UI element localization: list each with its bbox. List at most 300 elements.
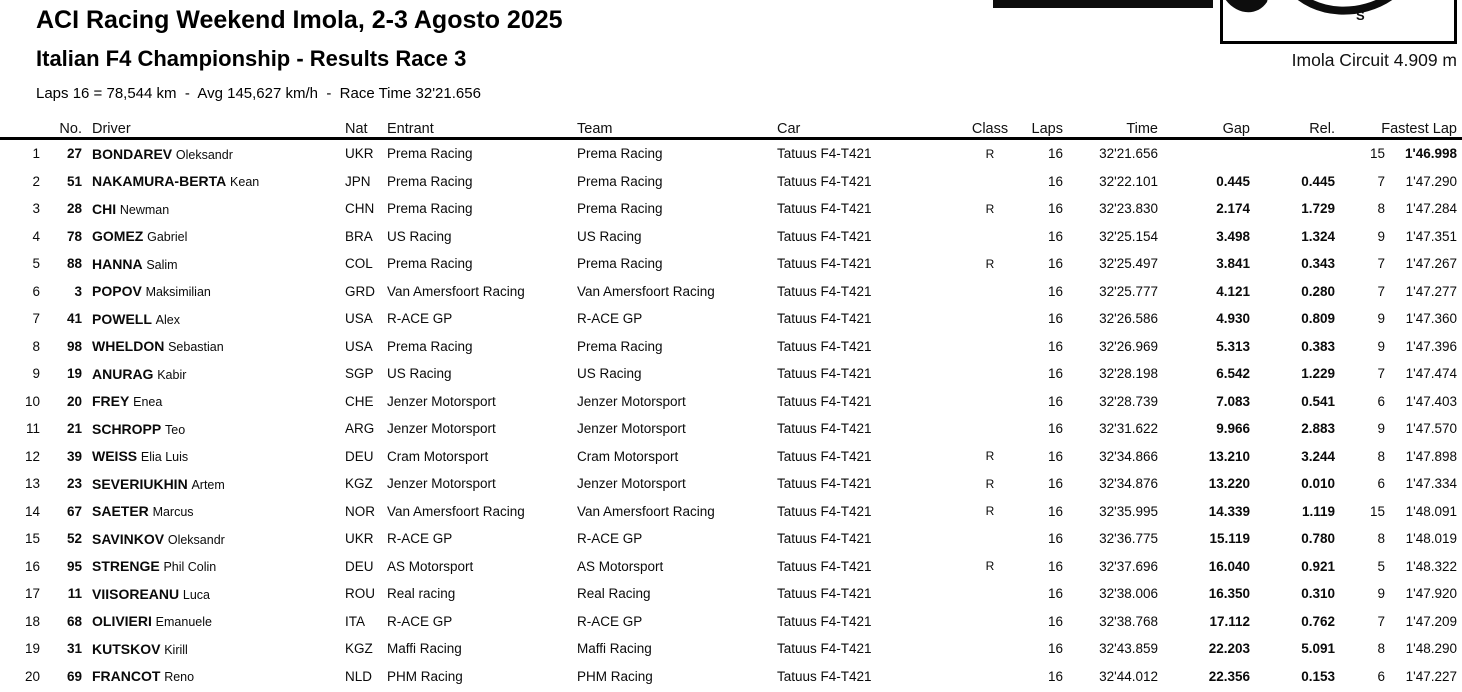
gap-cell: 22.203 <box>1208 641 1250 657</box>
car-number-cell: 95 <box>66 558 82 574</box>
driver-firstname: Oleksandr <box>175 147 233 162</box>
table-row <box>0 553 1462 581</box>
fastest-lap-time-cell: 1'46.998 <box>1404 146 1457 162</box>
car-number-cell: 67 <box>66 503 82 519</box>
team-cell: PHM Racing <box>577 668 653 684</box>
entrant-cell: US Racing <box>387 366 452 382</box>
circuit-map-icon <box>1223 0 1454 41</box>
entrant-cell: R-ACE GP <box>387 311 453 327</box>
car-cell: Tatuus F4-T421 <box>777 338 872 354</box>
fastest-lap-time-cell: 1'47.334 <box>1405 476 1457 492</box>
position-cell: 13 <box>24 476 40 492</box>
position-cell: 15 <box>24 531 40 547</box>
rel-cell: 0.343 <box>1301 256 1335 272</box>
entrant-cell: Jenzer Motorsport <box>387 421 496 437</box>
fastest-lap-time-cell: 1'47.351 <box>1405 228 1457 244</box>
car-cell: Tatuus F4-T421 <box>777 476 872 492</box>
laps-cell: 16 <box>1047 173 1063 189</box>
gap-cell: 3.841 <box>1216 256 1250 272</box>
team-cell: R-ACE GP <box>577 311 643 327</box>
car-number-cell: 28 <box>66 201 82 217</box>
table-row <box>0 635 1462 663</box>
car-cell: Tatuus F4-T421 <box>777 146 872 162</box>
table-row <box>0 663 1462 691</box>
col-header-laps: Laps <box>1031 121 1063 137</box>
driver-firstname: Kabir <box>157 367 187 382</box>
driver-surname: NAKAMURA-BERTA <box>92 173 227 190</box>
driver-surname: BONDAREV <box>92 145 173 162</box>
table-row <box>0 305 1462 333</box>
nationality-cell: USA <box>345 338 373 354</box>
fastest-lap-number-cell: 7 <box>1377 283 1385 299</box>
circuit-start-marker: S <box>1356 8 1365 23</box>
time-cell: 32'35.995 <box>1099 503 1158 519</box>
rel-cell: 1.729 <box>1301 201 1335 217</box>
fastest-lap-time-cell: 1'47.290 <box>1405 173 1457 189</box>
team-cell: R-ACE GP <box>577 531 643 547</box>
driver-surname: ANURAG <box>92 365 154 382</box>
laps-cell: 16 <box>1047 146 1063 162</box>
driver-firstname: Enea <box>133 395 163 410</box>
nationality-cell: ITA <box>345 613 365 629</box>
gap-cell: 15.119 <box>1209 531 1250 547</box>
car-number-cell: 27 <box>66 146 82 162</box>
rel-cell: 5.091 <box>1301 641 1335 657</box>
position-cell: 6 <box>32 283 40 299</box>
table-header-row <box>0 114 1462 140</box>
fastest-lap-number-cell: 7 <box>1377 366 1385 382</box>
car-number-cell: 39 <box>66 448 82 464</box>
driver-surname: POPOV <box>92 283 142 300</box>
nationality-cell: COL <box>345 256 373 272</box>
nationality-cell: UKR <box>345 531 374 547</box>
fastest-lap-time-cell: 1'47.284 <box>1405 201 1457 217</box>
nationality-cell: KGZ <box>345 641 373 657</box>
time-cell: 32'38.768 <box>1099 613 1158 629</box>
entrant-cell: PHM Racing <box>387 668 463 684</box>
entrant-cell: Cram Motorsport <box>387 448 489 464</box>
car-cell: Tatuus F4-T421 <box>777 283 872 299</box>
car-number-cell: 31 <box>66 641 82 657</box>
position-cell: 8 <box>32 338 40 354</box>
team-cell: Prema Racing <box>577 338 663 354</box>
driver-cell <box>82 668 345 684</box>
car-number-cell: 23 <box>66 476 82 492</box>
driver-firstname: Kirill <box>164 642 188 657</box>
fastest-lap-number-cell: 7 <box>1377 256 1385 272</box>
fastest-lap-time-cell: 1'47.898 <box>1405 448 1457 464</box>
position-cell: 1 <box>32 146 40 162</box>
gap-cell: 6.542 <box>1216 366 1250 382</box>
laps-cell: 16 <box>1047 476 1063 492</box>
table-row <box>0 415 1462 443</box>
driver-surname: OLIVIERI <box>92 613 152 630</box>
fastest-lap-time-cell: 1'47.570 <box>1405 421 1457 437</box>
gap-cell: 14.339 <box>1208 503 1250 519</box>
nationality-cell: BRA <box>345 228 373 244</box>
car-number-cell: 51 <box>66 173 82 189</box>
car-number-cell: 41 <box>66 311 82 327</box>
driver-cell <box>82 393 345 409</box>
fastest-lap-number-cell: 15 <box>1369 146 1385 162</box>
position-cell: 9 <box>32 366 40 382</box>
circuit-caption: Imola Circuit 4.909 m <box>1291 50 1457 70</box>
car-cell: Tatuus F4-T421 <box>777 311 872 327</box>
table-row <box>0 525 1462 553</box>
rel-cell: 3.244 <box>1301 448 1335 464</box>
laps-cell: 16 <box>1047 256 1063 272</box>
circuit-map-thumbnail <box>1220 0 1457 44</box>
table-row <box>0 470 1462 498</box>
driver-cell <box>82 366 345 382</box>
time-cell: 32'37.696 <box>1099 558 1158 574</box>
driver-cell <box>82 338 345 354</box>
nationality-cell: ROU <box>345 586 375 602</box>
time-cell: 32'43.859 <box>1099 641 1158 657</box>
col-header-entrant: Entrant <box>387 121 434 137</box>
driver-cell <box>82 146 345 162</box>
gap-cell: 0.445 <box>1216 173 1250 189</box>
fastest-lap-number-cell: 9 <box>1377 311 1385 327</box>
laps-cell: 16 <box>1047 668 1063 684</box>
rel-cell: 0.010 <box>1301 476 1335 492</box>
position-cell: 7 <box>32 311 40 327</box>
time-cell: 32'26.586 <box>1099 311 1158 327</box>
team-cell: Prema Racing <box>577 146 663 162</box>
car-cell: Tatuus F4-T421 <box>777 531 872 547</box>
entrant-cell: Jenzer Motorsport <box>387 476 496 492</box>
car-cell: Tatuus F4-T421 <box>777 173 872 189</box>
driver-cell <box>82 586 345 602</box>
rel-cell: 2.883 <box>1301 421 1335 437</box>
car-cell: Tatuus F4-T421 <box>777 503 872 519</box>
fastest-lap-number-cell: 7 <box>1377 173 1385 189</box>
car-cell: Tatuus F4-T421 <box>777 668 872 684</box>
entrant-cell: US Racing <box>387 228 452 244</box>
car-cell: Tatuus F4-T421 <box>777 448 872 464</box>
driver-surname: CHI <box>92 200 117 217</box>
driver-cell <box>82 311 345 327</box>
time-cell: 32'21.656 <box>1099 146 1158 162</box>
position-cell: 16 <box>24 558 40 574</box>
driver-cell <box>82 448 345 464</box>
fastest-lap-number-cell: 6 <box>1377 393 1385 409</box>
nationality-cell: JPN <box>345 173 371 189</box>
time-cell: 32'25.777 <box>1099 283 1158 299</box>
entrant-cell: Prema Racing <box>387 146 473 162</box>
page-subtitle: Italian F4 Championship - Results Race 3 <box>36 46 467 71</box>
fastest-lap-number-cell: 9 <box>1377 421 1385 437</box>
time-cell: 32'26.969 <box>1099 338 1158 354</box>
team-cell: Real Racing <box>577 586 651 602</box>
car-number-cell: 69 <box>66 668 82 684</box>
driver-cell <box>82 641 345 657</box>
driver-cell <box>82 201 345 217</box>
fastest-lap-time-cell: 1'48.290 <box>1405 641 1457 657</box>
gap-cell: 16.040 <box>1208 558 1250 574</box>
fastest-lap-time-cell: 1'47.267 <box>1405 256 1457 272</box>
nationality-cell: KGZ <box>345 476 373 492</box>
car-number-cell: 88 <box>66 256 82 272</box>
fastest-lap-time-cell: 1'47.403 <box>1405 393 1457 409</box>
class-cell: R <box>985 504 995 519</box>
fastest-lap-number-cell: 8 <box>1377 448 1385 464</box>
team-cell: R-ACE GP <box>577 613 643 629</box>
laps-cell: 16 <box>1047 613 1063 629</box>
position-cell: 20 <box>24 668 40 684</box>
table-row <box>0 250 1462 278</box>
time-cell: 32'25.497 <box>1099 256 1158 272</box>
driver-firstname: Maksimilian <box>145 285 211 300</box>
laps-cell: 16 <box>1047 448 1063 464</box>
fastest-lap-number-cell: 9 <box>1377 338 1385 354</box>
nationality-cell: ARG <box>345 421 375 437</box>
driver-firstname: Kean <box>230 175 260 190</box>
position-cell: 14 <box>24 503 40 519</box>
entrant-cell: Jenzer Motorsport <box>387 393 496 409</box>
team-cell: Prema Racing <box>577 256 663 272</box>
fastest-lap-number-cell: 8 <box>1377 641 1385 657</box>
car-cell: Tatuus F4-T421 <box>777 613 872 629</box>
driver-surname: FRANCOT <box>92 668 161 685</box>
gap-cell: 13.210 <box>1208 448 1250 464</box>
fastest-lap-number-cell: 15 <box>1369 503 1385 519</box>
rel-cell: 1.324 <box>1301 228 1335 244</box>
laps-cell: 16 <box>1047 228 1063 244</box>
entrant-cell: R-ACE GP <box>387 531 453 547</box>
fastest-lap-number-cell: 5 <box>1377 558 1385 574</box>
fastest-lap-time-cell: 1'47.227 <box>1405 668 1457 684</box>
driver-firstname: Artem <box>191 477 225 492</box>
driver-firstname: Emanuele <box>155 615 212 630</box>
rel-cell: 0.921 <box>1301 558 1335 574</box>
time-cell: 32'25.154 <box>1099 228 1158 244</box>
time-cell: 32'22.101 <box>1099 173 1158 189</box>
gap-cell: 7.083 <box>1216 393 1250 409</box>
entrant-cell: Prema Racing <box>387 173 473 189</box>
position-cell: 11 <box>25 421 40 437</box>
time-cell: 32'36.775 <box>1099 531 1158 547</box>
nationality-cell: DEU <box>345 558 374 574</box>
position-cell: 4 <box>32 228 40 244</box>
position-cell: 10 <box>24 393 40 409</box>
nationality-cell: SGP <box>345 366 374 382</box>
gap-cell: 22.356 <box>1208 668 1250 684</box>
nationality-cell: NLD <box>345 668 373 684</box>
nationality-cell: GRD <box>345 283 375 299</box>
car-number-cell: 68 <box>66 613 82 629</box>
laps-cell: 16 <box>1047 558 1063 574</box>
driver-cell <box>82 613 345 629</box>
driver-surname: GOMEZ <box>92 228 144 245</box>
driver-surname: VIISOREANU <box>92 585 180 602</box>
car-cell: Tatuus F4-T421 <box>777 421 872 437</box>
car-number-cell: 11 <box>67 586 82 602</box>
fastest-lap-number-cell: 9 <box>1377 586 1385 602</box>
driver-firstname: Phil Colin <box>163 560 217 575</box>
driver-surname: WHELDON <box>92 338 165 355</box>
driver-surname: STRENGE <box>92 558 160 575</box>
col-header-driver: Driver <box>92 121 131 137</box>
fastest-lap-time-cell: 1'47.277 <box>1405 283 1457 299</box>
nationality-cell: CHN <box>345 201 375 217</box>
time-cell: 32'28.198 <box>1099 366 1158 382</box>
fastest-lap-time-cell: 1'47.396 <box>1405 338 1457 354</box>
driver-cell <box>82 531 345 547</box>
laps-cell: 16 <box>1047 641 1063 657</box>
driver-surname: HANNA <box>92 255 143 272</box>
laps-cell: 16 <box>1047 283 1063 299</box>
nationality-cell: UKR <box>345 146 374 162</box>
time-cell: 32'28.739 <box>1099 393 1158 409</box>
car-number-cell: 3 <box>74 283 82 299</box>
entrant-cell: R-ACE GP <box>387 613 453 629</box>
gap-cell: 9.966 <box>1216 421 1250 437</box>
car-number-cell: 19 <box>66 366 82 382</box>
time-cell: 32'31.622 <box>1099 421 1158 437</box>
driver-surname: WEISS <box>92 448 138 465</box>
table-row <box>0 278 1462 306</box>
team-cell: Maffi Racing <box>577 641 652 657</box>
rel-cell: 0.780 <box>1301 531 1335 547</box>
position-cell: 18 <box>24 613 40 629</box>
team-cell: Prema Racing <box>577 173 663 189</box>
driver-firstname: Teo <box>165 422 186 437</box>
car-cell: Tatuus F4-T421 <box>777 558 872 574</box>
fastest-lap-time-cell: 1'47.360 <box>1405 311 1457 327</box>
class-cell: R <box>985 476 995 491</box>
team-cell: Van Amersfoort Racing <box>577 283 715 299</box>
table-row <box>0 580 1462 608</box>
car-cell: Tatuus F4-T421 <box>777 586 872 602</box>
car-cell: Tatuus F4-T421 <box>777 201 872 217</box>
entrant-cell: Maffi Racing <box>387 641 462 657</box>
team-cell: Van Amersfoort Racing <box>577 503 715 519</box>
team-cell: US Racing <box>577 228 642 244</box>
laps-cell: 16 <box>1047 586 1063 602</box>
position-cell: 12 <box>24 448 40 464</box>
position-cell: 17 <box>24 586 40 602</box>
time-cell: 32'38.006 <box>1099 586 1158 602</box>
laps-cell: 16 <box>1047 503 1063 519</box>
col-header-gap: Gap <box>1222 121 1250 137</box>
driver-firstname: Luca <box>182 587 210 602</box>
rel-cell: 0.809 <box>1301 311 1335 327</box>
car-number-cell: 21 <box>66 421 82 437</box>
car-cell: Tatuus F4-T421 <box>777 366 872 382</box>
fastest-lap-time-cell: 1'47.209 <box>1405 613 1457 629</box>
col-header-time: Time <box>1126 121 1158 137</box>
car-cell: Tatuus F4-T421 <box>777 393 872 409</box>
car-number-cell: 52 <box>66 531 82 547</box>
col-header-class: Class <box>971 121 1009 137</box>
car-cell: Tatuus F4-T421 <box>777 228 872 244</box>
table-row <box>0 443 1462 471</box>
entrant-cell: Van Amersfoort Racing <box>387 283 525 299</box>
gap-cell: 13.220 <box>1208 476 1250 492</box>
team-cell: Cram Motorsport <box>577 448 679 464</box>
laps-cell: 16 <box>1047 366 1063 382</box>
gap-cell: 17.112 <box>1209 613 1250 629</box>
car-number-cell: 98 <box>66 338 82 354</box>
entrant-cell: Real racing <box>387 586 456 602</box>
driver-firstname: Oleksandr <box>167 532 225 547</box>
rel-cell: 0.445 <box>1301 173 1335 189</box>
table-row <box>0 498 1462 526</box>
col-header-nat: Nat <box>345 121 368 137</box>
team-cell: AS Motorsport <box>577 558 664 574</box>
fastest-lap-number-cell: 8 <box>1377 531 1385 547</box>
position-cell: 19 <box>24 641 40 657</box>
entrant-cell: Van Amersfoort Racing <box>387 503 525 519</box>
rel-cell: 0.762 <box>1301 613 1335 629</box>
class-cell: R <box>985 146 995 161</box>
col-header-team: Team <box>577 121 613 137</box>
nationality-cell: DEU <box>345 448 374 464</box>
gap-cell: 2.174 <box>1216 201 1250 217</box>
results-table <box>0 114 1462 690</box>
team-cell: Jenzer Motorsport <box>577 421 686 437</box>
driver-firstname: Newman <box>119 202 170 217</box>
team-cell: Prema Racing <box>577 201 663 217</box>
table-row <box>0 140 1462 168</box>
car-number-cell: 78 <box>66 228 82 244</box>
time-cell: 32'34.866 <box>1099 448 1158 464</box>
race-summary-line: Laps 16 = 78,544 km - Avg 145,627 km/h - Race Time 32'21.656 <box>36 85 481 102</box>
time-cell: 32'44.012 <box>1099 668 1158 684</box>
driver-cell <box>82 558 345 574</box>
driver-surname: FREY <box>92 393 130 410</box>
team-cell: Jenzer Motorsport <box>577 393 686 409</box>
fastest-lap-time-cell: 1'47.474 <box>1405 366 1457 382</box>
nationality-cell: CHE <box>345 393 374 409</box>
driver-firstname: Gabriel <box>147 230 188 245</box>
page-title: ACI Racing Weekend Imola, 2-3 Agosto 2025 <box>36 6 563 34</box>
entrant-cell: Prema Racing <box>387 256 473 272</box>
driver-cell <box>82 256 345 272</box>
driver-surname: KUTSKOV <box>92 640 161 657</box>
entrant-cell: AS Motorsport <box>387 558 474 574</box>
table-row <box>0 608 1462 636</box>
driver-cell <box>82 283 345 299</box>
driver-cell <box>82 503 345 519</box>
laps-cell: 16 <box>1047 311 1063 327</box>
gap-cell: 16.350 <box>1208 586 1250 602</box>
driver-firstname: Reno <box>164 670 195 685</box>
driver-firstname: Marcus <box>152 505 194 520</box>
fastest-lap-time-cell: 1'48.091 <box>1405 503 1457 519</box>
rel-cell: 0.153 <box>1301 668 1335 684</box>
fastest-lap-time-cell: 1'47.920 <box>1405 586 1457 602</box>
driver-surname: SAETER <box>92 503 149 520</box>
position-cell: 2 <box>32 173 40 189</box>
laps-cell: 16 <box>1047 421 1063 437</box>
class-cell: R <box>985 559 995 574</box>
rel-cell: 1.229 <box>1301 366 1335 382</box>
table-row <box>0 360 1462 388</box>
gap-cell: 4.930 <box>1216 311 1250 327</box>
driver-firstname: Salim <box>146 257 178 272</box>
laps-cell: 16 <box>1047 393 1063 409</box>
laps-cell: 16 <box>1047 338 1063 354</box>
rel-cell: 0.541 <box>1301 393 1335 409</box>
table-row <box>0 333 1462 361</box>
nationality-cell: USA <box>345 311 373 327</box>
nationality-cell: NOR <box>345 503 375 519</box>
class-cell: R <box>985 201 995 216</box>
car-cell: Tatuus F4-T421 <box>777 641 872 657</box>
driver-cell <box>82 228 345 244</box>
